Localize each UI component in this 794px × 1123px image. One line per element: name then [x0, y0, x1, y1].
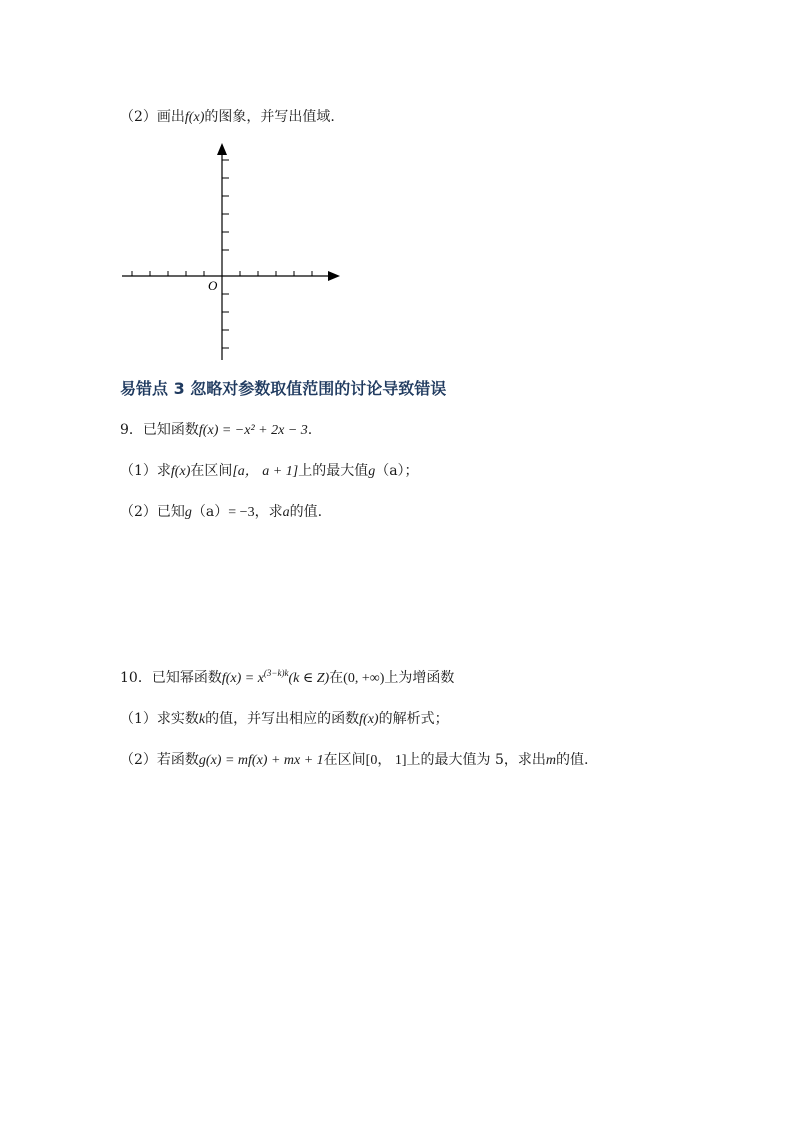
q10-stem-interval: (0, +∞)	[343, 671, 385, 686]
q10-stem-mid: 在	[329, 670, 344, 686]
q9-p2-eq: = −3	[228, 505, 255, 520]
origin-label: O	[208, 278, 218, 293]
q9-p1-interval: [a， a + 1]	[232, 464, 299, 479]
q10-p2-formula: g(x) = mf(x) + mx + 1	[198, 753, 324, 768]
q10-stem-cond: (k ∈ Z)	[288, 671, 330, 686]
q9-p2-a: a	[282, 505, 290, 520]
q8-part2-fx: f(x)	[184, 110, 205, 125]
q10-p1-mid: 的值，并写出相应的函数	[205, 711, 360, 727]
q9-p1-fx: f(x)	[170, 464, 191, 479]
q9-p1-prefix: （1）求	[120, 463, 171, 479]
q9-stem-prefix: 9．已知函数	[120, 422, 199, 438]
q10-stem-fx: f(x) = x	[221, 671, 264, 686]
q10-p2-prefix: （2）若函数	[120, 752, 199, 768]
q9-stem-suffix: .	[307, 422, 313, 438]
y-axis-arrow	[217, 143, 227, 155]
y-ticks	[222, 160, 229, 348]
q9-p2-mid: （a）	[191, 504, 229, 520]
q9-p2-mid2: ，求	[254, 504, 283, 520]
coordinate-axes-figure	[118, 140, 348, 369]
q10-p2-interval: [0， 1]	[365, 753, 407, 768]
q10-stem-prefix: 10．已知幂函数	[120, 670, 222, 686]
q9-p2-prefix: （2）已知	[120, 504, 185, 520]
q9-p1-g: g	[368, 464, 376, 479]
q9-p2-suffix: 的值.	[289, 504, 323, 520]
q10-p1-suffix: 的解析式；	[378, 711, 449, 727]
q8-part2-suffix: 的图象，并写出值域.	[204, 109, 335, 125]
q9-part1	[120, 462, 419, 481]
q9-p1-mid2: 上的最大值	[298, 463, 369, 479]
q9-p2-g: g	[184, 505, 192, 520]
axes-svg	[118, 140, 348, 365]
q10-p1-k: k	[198, 712, 206, 727]
q9-stem	[120, 421, 312, 440]
q8-part2-line	[120, 108, 335, 127]
section-3-heading: 易错点 3 忽略对参数取值范围的讨论导致错误	[120, 379, 447, 398]
q10-part1	[120, 710, 449, 729]
q9-p1-suffix: （a）；	[375, 463, 419, 479]
q9-p1-mid1: 在区间	[190, 463, 233, 479]
q10-p1-prefix: （1）求实数	[120, 711, 199, 727]
q10-p1-fx: f(x)	[359, 712, 379, 727]
q10-p2-mid2: 上的最大值为 5，求出	[406, 752, 546, 768]
q10-p2-suffix: 的值.	[555, 752, 589, 768]
q10-stem-exponent: (3−k)k	[263, 668, 289, 678]
q10-stem-suffix: 上为增函数	[384, 670, 455, 686]
q8-part2-prefix: （2）画出	[120, 109, 185, 125]
x-axis-arrow	[328, 271, 340, 281]
q9-part2	[120, 503, 322, 522]
q9-stem-formula: f(x) = −x² + 2x − 3	[198, 423, 308, 438]
q10-part2	[120, 751, 588, 770]
q10-stem	[120, 669, 454, 688]
q10-p2-mid: 在区间	[323, 752, 366, 768]
q10-p2-m: m	[545, 753, 556, 768]
